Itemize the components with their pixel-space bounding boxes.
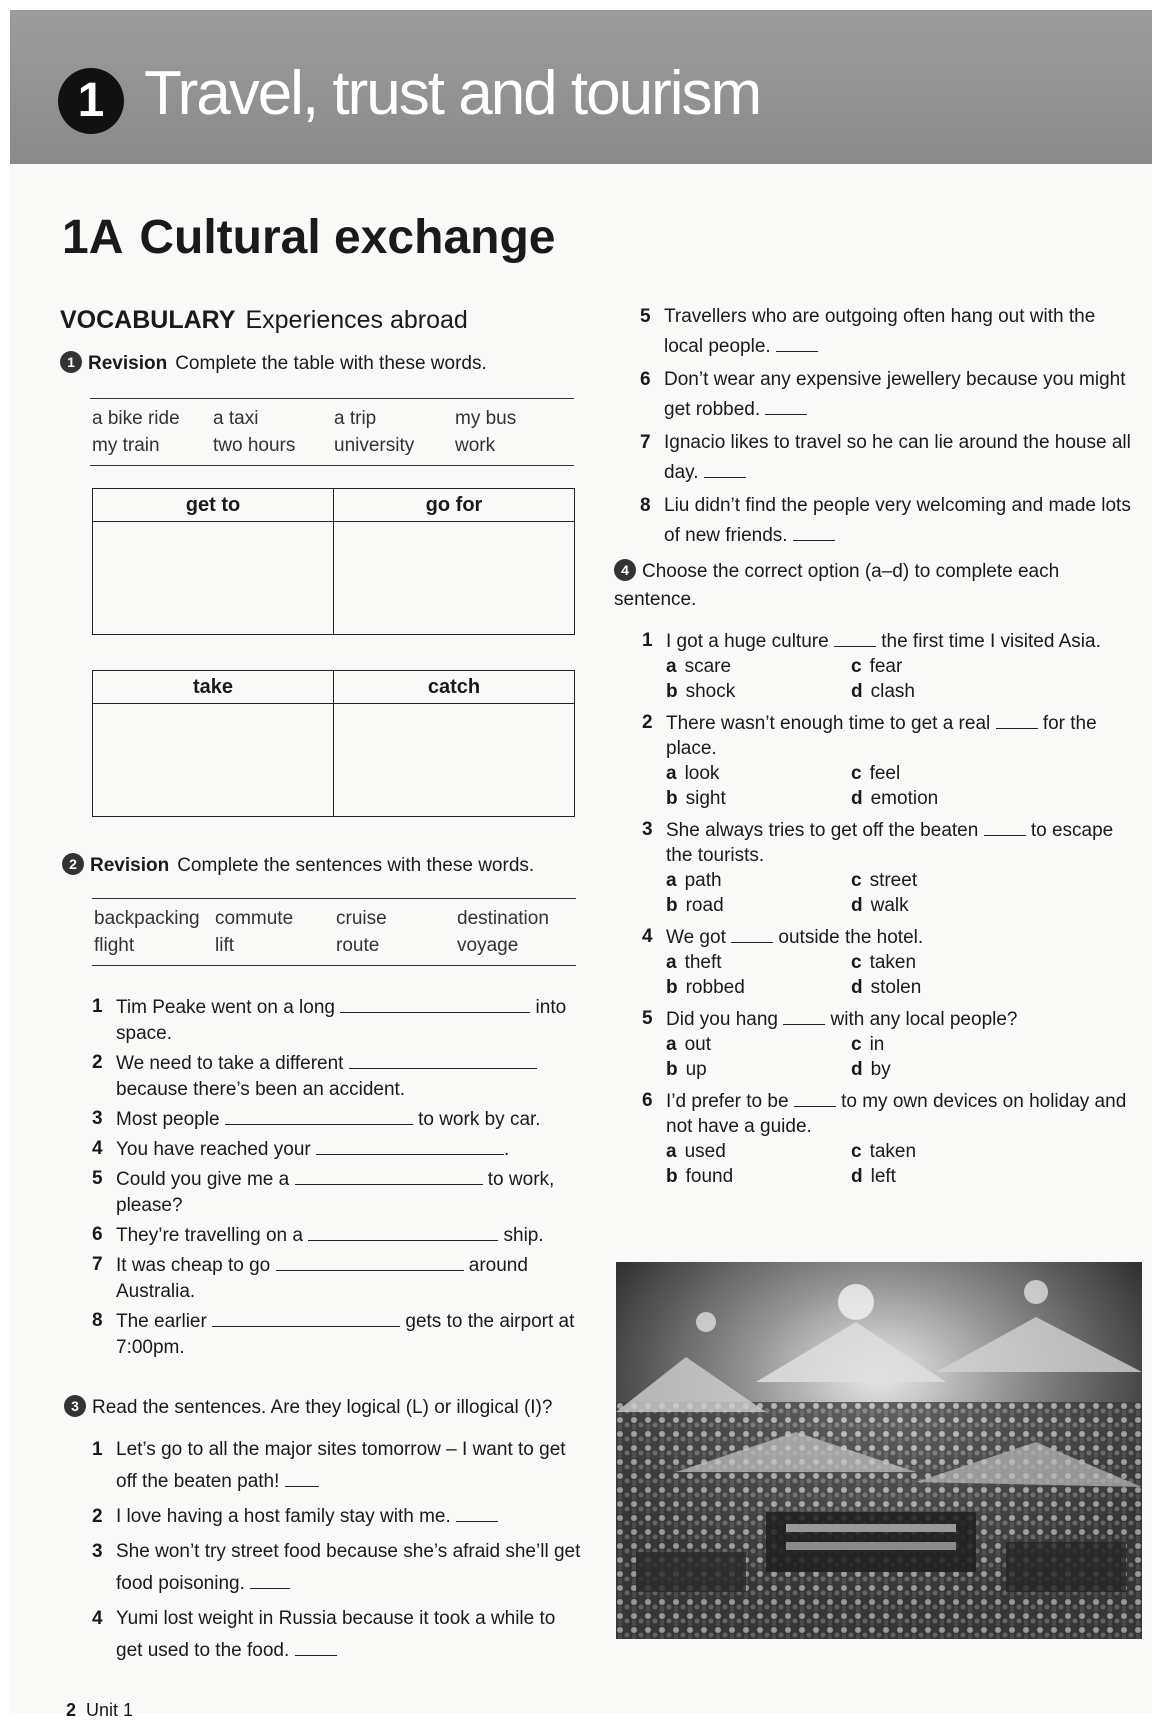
option-letter: a — [666, 1034, 677, 1055]
option-letter: b — [666, 681, 678, 702]
column-header-go-for: go for — [334, 489, 575, 522]
answer-cell[interactable] — [334, 522, 575, 635]
option-c[interactable] — [851, 761, 1036, 786]
unit-number-badge: 1 — [58, 68, 124, 134]
column-header-get-to: get to — [93, 489, 334, 522]
options — [666, 654, 1142, 704]
lesson-name: Cultural exchange — [139, 211, 556, 264]
word: my train — [92, 435, 160, 456]
list-item — [92, 1050, 576, 1103]
list-item — [640, 491, 1136, 551]
item-number: 4 — [92, 1138, 103, 1159]
answer-blank[interactable] — [308, 1222, 498, 1241]
option-b[interactable] — [666, 893, 851, 918]
option-letter: b — [666, 977, 678, 998]
answer-blank[interactable] — [295, 1637, 337, 1656]
item-number: 6 — [92, 1224, 103, 1245]
question — [642, 1006, 1142, 1082]
option-text: look — [684, 763, 720, 784]
word: backpacking — [94, 908, 200, 929]
item-number: 5 — [640, 306, 651, 327]
question — [642, 710, 1142, 811]
item-text: You have reached your — [116, 1139, 311, 1160]
night-market-photo — [616, 1262, 1142, 1639]
word-box-2 — [92, 898, 576, 966]
item-number: 3 — [92, 1541, 103, 1562]
word: voyage — [457, 935, 519, 956]
options — [666, 868, 1142, 918]
option-c[interactable] — [851, 654, 1036, 679]
option-text: fear — [869, 656, 903, 677]
answer-blank[interactable] — [765, 396, 807, 415]
word-box-1 — [90, 398, 574, 466]
item-text: Yumi lost weight in Russia because it took a while to get used to the food. — [116, 1608, 556, 1661]
answer-blank[interactable] — [225, 1106, 413, 1125]
item-text: ship. — [503, 1225, 544, 1246]
option-b[interactable] — [666, 975, 851, 1000]
answer-blank[interactable] — [783, 1006, 825, 1025]
option-text: by — [870, 1059, 891, 1080]
item-text: Most people — [116, 1109, 220, 1130]
item-number: 1 — [92, 1439, 103, 1460]
unit-banner — [10, 10, 1152, 164]
item-number: 1 — [642, 630, 653, 651]
option-text: theft — [684, 952, 722, 973]
answer-blank[interactable] — [731, 924, 773, 943]
item-text: Ignacio likes to travel so he can lie around the house all day. — [664, 432, 1131, 483]
option-b[interactable] — [666, 1057, 851, 1082]
item-number: 1 — [92, 996, 103, 1017]
option-a[interactable] — [666, 1139, 851, 1164]
item-number: 7 — [640, 432, 651, 453]
item-text: to escape the tourists. — [666, 820, 1114, 866]
option-letter: c — [851, 1141, 862, 1162]
option-a[interactable] — [666, 868, 851, 893]
category-table-2 — [92, 670, 575, 817]
word: flight — [94, 935, 135, 956]
option-text: found — [685, 1166, 734, 1187]
option-text: road — [685, 895, 724, 916]
option-text: robbed — [685, 977, 745, 998]
item-text: into space. — [116, 997, 567, 1044]
option-text: out — [684, 1034, 711, 1055]
answer-blank[interactable] — [996, 710, 1038, 729]
word: my bus — [455, 408, 517, 429]
option-letter: c — [851, 656, 862, 677]
option-c[interactable] — [851, 1032, 1036, 1057]
option-b[interactable] — [666, 679, 851, 704]
option-text: up — [685, 1059, 707, 1080]
item-number: 5 — [642, 1008, 653, 1029]
item-text: There wasn’t enough time to get a real — [666, 713, 991, 734]
option-text: taken — [869, 952, 917, 973]
list-item — [92, 1536, 582, 1600]
item-text: We got — [666, 927, 726, 948]
list-item — [92, 1252, 576, 1305]
option-a[interactable] — [666, 761, 851, 786]
instruction-text: Choose the correct option (a–d) to complete each sentence. — [614, 561, 1060, 610]
item-text: She won’t try street food because she’s afraid she’ll get food poisoning. — [116, 1541, 581, 1594]
item-number: 2 — [92, 1052, 103, 1073]
exercise-4-items — [642, 628, 1142, 1195]
revision-label: Revision — [90, 855, 170, 876]
item-text: I got a huge culture — [666, 631, 829, 652]
option-text: shock — [685, 681, 736, 702]
list-item — [92, 1434, 582, 1498]
option-letter: c — [851, 763, 862, 784]
answer-blank[interactable] — [794, 1088, 836, 1107]
exercise-3-instruction — [64, 1394, 584, 1422]
answer-blank[interactable] — [984, 817, 1026, 836]
option-b[interactable] — [666, 786, 851, 811]
vocabulary-label: VOCABULARY — [60, 306, 236, 334]
option-letter: d — [851, 1059, 863, 1080]
item-text: It was cheap to go — [116, 1255, 271, 1276]
list-item — [92, 1106, 576, 1133]
option-letter: a — [666, 952, 677, 973]
option-text: used — [684, 1141, 726, 1162]
options — [666, 950, 1142, 1000]
option-letter: a — [666, 1141, 677, 1162]
option-letter: d — [851, 895, 863, 916]
item-text: for the place. — [666, 713, 1097, 759]
question — [642, 628, 1142, 704]
workbook-page — [10, 10, 1152, 1720]
item-number: 2 — [642, 712, 653, 733]
option-letter: c — [851, 1034, 862, 1055]
option-text: stolen — [870, 977, 922, 998]
answer-blank[interactable] — [349, 1050, 537, 1069]
option-text: walk — [870, 895, 909, 916]
item-text: Let’s go to all the major sites tomorrow – I want to get off the beaten path! — [116, 1439, 566, 1492]
item-text: to work by car. — [418, 1109, 541, 1130]
option-text: sight — [685, 788, 726, 809]
option-text: clash — [870, 681, 915, 702]
option-text: taken — [869, 1141, 917, 1162]
item-number: 8 — [640, 495, 651, 516]
option-c[interactable] — [851, 950, 1036, 975]
item-text: Tim Peake went on a long — [116, 997, 335, 1018]
item-text: outside the hotel. — [778, 927, 924, 948]
answer-blank[interactable] — [276, 1252, 464, 1271]
answer-blank[interactable] — [456, 1503, 498, 1522]
item-number: 2 — [92, 1506, 103, 1527]
item-number: 4 — [642, 926, 653, 947]
option-c[interactable] — [851, 1139, 1036, 1164]
option-letter: b — [666, 1059, 678, 1080]
exercise-1-instruction — [60, 350, 540, 378]
item-number: 7 — [92, 1254, 103, 1275]
list-item — [640, 428, 1136, 488]
option-d[interactable] — [851, 893, 1036, 918]
item-text: the first time I visited Asia. — [881, 631, 1101, 652]
option-d[interactable] — [851, 679, 1036, 704]
options — [666, 1032, 1142, 1082]
item-text: I love having a host family stay with me. — [116, 1506, 451, 1527]
option-text: left — [870, 1166, 896, 1187]
options — [666, 761, 1142, 811]
item-number: 6 — [640, 369, 651, 390]
option-letter: c — [851, 952, 862, 973]
word: a taxi — [213, 408, 259, 429]
exercise-number-badge: 4 — [614, 559, 636, 581]
instruction-text: Complete the sentences with these words. — [177, 855, 535, 876]
item-number: 8 — [92, 1310, 103, 1331]
exercise-3-items-left — [92, 1434, 582, 1670]
list-item — [92, 1136, 576, 1163]
exercise-4-instruction — [614, 558, 1134, 614]
answer-blank[interactable] — [316, 1136, 504, 1155]
option-d[interactable] — [851, 786, 1036, 811]
exercise-3-items-right — [640, 302, 1136, 554]
list-item — [640, 365, 1136, 425]
item-number: 6 — [642, 1090, 653, 1111]
item-text: We need to take a different — [116, 1053, 344, 1074]
answer-blank[interactable] — [250, 1570, 290, 1589]
option-a[interactable] — [666, 1032, 851, 1057]
question — [642, 817, 1142, 918]
item-number: 4 — [92, 1608, 103, 1629]
answer-cell[interactable] — [93, 522, 334, 635]
word: university — [334, 435, 415, 456]
item-text: because there’s been an accident. — [116, 1079, 406, 1100]
option-letter: c — [851, 870, 862, 891]
answer-blank[interactable] — [834, 628, 876, 647]
word: a trip — [334, 408, 377, 429]
item-number: 5 — [92, 1168, 103, 1189]
list-item — [92, 1222, 576, 1249]
item-text: I’d prefer to be — [666, 1091, 789, 1112]
option-a[interactable] — [666, 654, 851, 679]
item-text: Could you give me a — [116, 1169, 290, 1190]
item-text: with any local people? — [830, 1009, 1018, 1030]
answer-blank[interactable] — [340, 994, 530, 1013]
option-letter: a — [666, 870, 677, 891]
item-text: to work, please? — [116, 1169, 555, 1216]
option-b[interactable] — [666, 1164, 851, 1189]
item-text: She always tries to get off the beaten — [666, 820, 979, 841]
option-text: scare — [684, 656, 732, 677]
option-text: in — [869, 1034, 885, 1055]
vocabulary-heading — [60, 306, 468, 335]
word: cruise — [336, 908, 387, 929]
option-a[interactable] — [666, 950, 851, 975]
list-item — [92, 1166, 576, 1219]
option-letter: b — [666, 1166, 678, 1187]
exercise-2-instruction — [62, 852, 562, 880]
word: commute — [215, 908, 294, 929]
page-footer — [66, 1700, 133, 1721]
answer-blank[interactable] — [776, 333, 818, 352]
list-item — [92, 1308, 576, 1361]
word: work — [455, 435, 496, 456]
option-d[interactable] — [851, 1057, 1036, 1082]
item-text: Liu didn’t find the people very welcoming and made lots of new friends. — [664, 495, 1131, 546]
answer-cell[interactable] — [334, 704, 575, 817]
column-header-catch: catch — [334, 671, 575, 704]
option-letter: d — [851, 977, 863, 998]
list-item — [92, 994, 576, 1047]
option-letter: a — [666, 763, 677, 784]
item-text: to my own devices on holiday and not have a guide. — [666, 1091, 1127, 1137]
instruction-text: Complete the table with these words. — [175, 353, 487, 374]
question — [642, 1088, 1142, 1189]
unit-title: Travel, trust and tourism — [144, 59, 761, 128]
vocabulary-topic: Experiences abroad — [245, 306, 468, 334]
item-text: The earlier — [116, 1311, 207, 1332]
option-letter: d — [851, 681, 863, 702]
answer-blank[interactable] — [212, 1308, 400, 1327]
word: destination — [457, 908, 549, 929]
answer-blank[interactable] — [704, 459, 746, 478]
item-text: Did you hang — [666, 1009, 778, 1030]
item-text: Don’t wear any expensive jewellery because you might get robbed. — [664, 369, 1126, 420]
option-text: path — [684, 870, 722, 891]
question — [642, 924, 1142, 1000]
item-text: gets to the airport at 7:00pm. — [116, 1311, 575, 1358]
option-text: feel — [869, 763, 901, 784]
answer-blank[interactable] — [295, 1166, 483, 1185]
list-item — [92, 1603, 582, 1667]
footer-unit-label: Unit 1 — [86, 1700, 134, 1720]
list-item — [92, 1501, 582, 1533]
exercise-number-badge: 3 — [64, 1395, 86, 1417]
lesson-title — [62, 210, 555, 265]
option-d[interactable] — [851, 975, 1036, 1000]
option-d[interactable] — [851, 1164, 1036, 1189]
option-letter: b — [666, 788, 678, 809]
exercise-number-badge: 1 — [60, 351, 82, 373]
category-table-1 — [92, 488, 575, 635]
option-letter: d — [851, 1166, 863, 1187]
options — [666, 1139, 1142, 1189]
word: lift — [215, 935, 234, 956]
item-text: . — [504, 1139, 510, 1160]
word: two hours — [213, 435, 296, 456]
list-item — [640, 302, 1136, 362]
item-text: Travellers who are outgoing often hang out with the local people. — [664, 306, 1096, 357]
market-image — [616, 1262, 1142, 1639]
item-number: 3 — [92, 1108, 103, 1129]
answer-cell[interactable] — [93, 704, 334, 817]
option-text: street — [869, 870, 918, 891]
answer-blank[interactable] — [793, 522, 835, 541]
revision-label: Revision — [88, 353, 168, 374]
column-header-take: take — [93, 671, 334, 704]
option-text: emotion — [870, 788, 939, 809]
option-letter: a — [666, 656, 677, 677]
lesson-code: 1A — [62, 211, 124, 264]
option-letter: d — [851, 788, 863, 809]
answer-blank[interactable] — [285, 1468, 319, 1487]
word: a bike ride — [92, 408, 180, 429]
item-number: 3 — [642, 819, 653, 840]
exercise-number-badge: 2 — [62, 853, 84, 875]
option-letter: b — [666, 895, 678, 916]
item-text: around Australia. — [116, 1255, 528, 1302]
page-number: 2 — [66, 1700, 77, 1720]
option-c[interactable] — [851, 868, 1036, 893]
exercise-2-items — [92, 994, 576, 1364]
word: route — [336, 935, 380, 956]
instruction-text: Read the sentences. Are they logical (L) or illogical (I)? — [92, 1397, 553, 1418]
item-text: They’re travelling on a — [116, 1225, 303, 1246]
